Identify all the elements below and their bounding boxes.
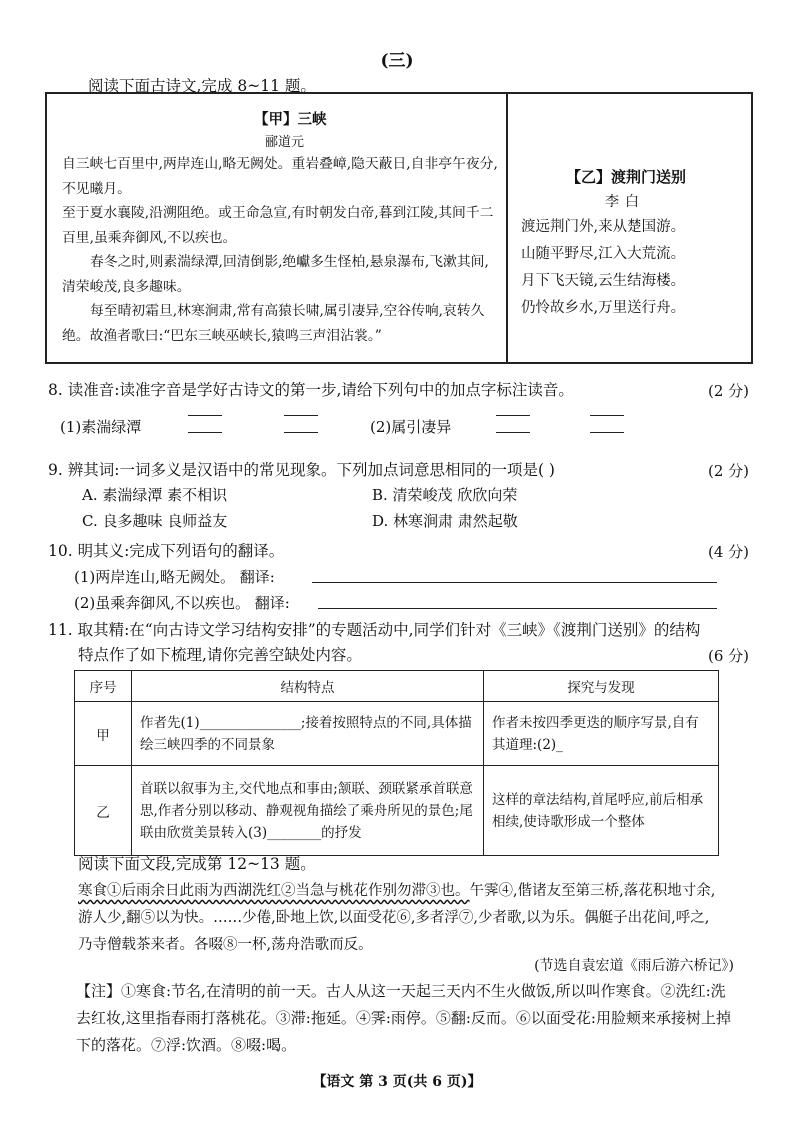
table-cell-finding[interactable]: 作者未按四季更迭的顺序写景,自有其道理:(2)_ [484, 702, 719, 766]
jia-prose [62, 152, 498, 348]
answer-blank[interactable] [284, 432, 318, 433]
option-b[interactable]: B. 清荣峻茂 欣欣向荣 [372, 486, 518, 504]
question-11-score: (6 分) [707, 647, 749, 665]
yi-author: 李白 [605, 194, 645, 210]
table-header: 结构特点 [132, 671, 484, 702]
question-9-score: (2 分) [707, 462, 749, 480]
jia-paragraph: 每至晴初霜旦,林寒涧肃,常有高猿长啸,属引凄异,空谷传响,哀转久绝。故渔者歌曰:“巴东三峡巫峡长,猿鸣三声泪沾裳。” [62, 303, 485, 344]
table-cell-finding: 这样的章法结构,首尾呼应,前后相承相续,使诗歌形成一个整体 [484, 766, 719, 856]
poem-line: 渡远荆门外,来从楚国游。 [521, 219, 686, 235]
yi-poem [521, 214, 685, 322]
structure-table [74, 670, 719, 856]
option-d[interactable]: D. 林寒涧肃 肃然起敬 [372, 512, 518, 530]
table-cell-id: 甲 [75, 702, 132, 766]
answer-blank[interactable] [188, 415, 222, 416]
answer-blank[interactable] [590, 415, 624, 416]
answer-blank[interactable] [188, 432, 222, 433]
table-row [75, 702, 719, 766]
question-10-score: (4 分) [707, 543, 749, 561]
question-8-item1: (1)素湍绿潭 [60, 418, 142, 436]
jia-paragraph: 自三峡七百里中,两岸连山,略无阙处。重岩叠嶂,隐天蔽日,自非亭午夜分,不见曦月。 [62, 156, 498, 197]
poem-divider [506, 94, 508, 362]
answer-blank[interactable] [496, 415, 530, 416]
passage-text: 午霁④,偕诸友至第三桥,落花积地寸余,游人少,翻⑤以为快。……少倦,卧地上饮,以面受花⑥,多者浮⑦,少者歌,以为乐。偶艇子出花间,呼之,乃寺僧载茶来者。各啜⑧一杯,荡舟浩歌而反。 [78, 883, 716, 953]
question-8-score: (2 分) [707, 382, 749, 400]
question-11-line2: 特点作了如下梳理,请你完善空缺处内容。 [78, 646, 362, 664]
answer-line[interactable] [312, 582, 717, 583]
passage-source: (节选自袁宏道《雨后游六桥记》) [534, 958, 734, 974]
jia-title: 【甲】三峡 [254, 111, 327, 128]
poem-line: 月下飞天镜,云生结海楼。 [521, 273, 686, 289]
wavy-underlined-sentence: 寒食①后雨余日此雨为西湖洗红②当急与桃花作别勿滞③也。 [78, 883, 470, 899]
annotation-notes: 【注】①寒食:节名,在清明的前一天。古人从这一天起三天内不生火做饭,所以叫作寒食。②洗红:洗去红妆,这里指春雨打落桃花。③滞:拖延。④霁:雨停。⑤翻:反而。⑥以面受花:用脸颊来承接树上掉下的落花。⑦浮:饮酒。⑧啜:喝。 [76, 982, 731, 1054]
jia-paragraph: 春冬之时,则素湍绿潭,回清倒影,绝巘多生怪柏,悬泉瀑布,飞漱其间,清荣峻茂,良多趣味。 [62, 254, 489, 295]
jia-paragraph: 至于夏水襄陵,沿溯阻绝。或王命急宣,有时朝发白帝,暮到江陵,其间千二百里,虽乘奔御风,不以疾也。 [62, 205, 494, 246]
poem-box [45, 92, 753, 364]
question-10-item1: (1)两岸连山,略无阙处。 翻译: [74, 568, 275, 586]
section-title: (三) [380, 51, 414, 71]
table-header-row [75, 671, 719, 702]
answer-line[interactable] [318, 608, 717, 609]
classical-passage [78, 878, 718, 959]
answer-blank[interactable] [284, 415, 318, 416]
answer-blank[interactable] [590, 432, 624, 433]
question-10: 10. 明其义:完成下列语句的翻译。 [48, 542, 285, 560]
question-9: 9. 辨其词:一词多义是汉语中的常见现象。下列加点词意思相同的一项是( ) [48, 461, 555, 479]
table-cell-structure[interactable]: 首联以叙事为主,交代地点和事由;颔联、颈联紧承首联意思,作者分别以移动、静观视角描绘了乘舟所见的景色;尾联由欣赏美景转入(3)________的抒发 [132, 766, 484, 856]
poem-line: 仍怜故乡水,万里送行舟。 [521, 300, 686, 316]
table-cell-structure[interactable]: 作者先(1)_______________;接着按照特点的不同,具体描绘三峡四季的不同景象 [132, 702, 484, 766]
table-header: 探究与发现 [484, 671, 719, 702]
option-c[interactable]: C. 良多趣味 良师益友 [82, 512, 228, 530]
passage-intro: 阅读下面文段,完成第 12~13 题。 [78, 855, 316, 873]
poem-line: 山随平野尽,江入大荒流。 [521, 246, 686, 262]
table-row [75, 766, 719, 856]
table-header: 序号 [75, 671, 132, 702]
question-10-item2: (2)虽乘奔御风,不以疾也。 翻译: [74, 594, 290, 612]
yi-title: 【乙】渡荆门送别 [566, 168, 687, 186]
answer-blank[interactable] [496, 432, 530, 433]
question-8-item2: (2)属引凄异 [370, 418, 452, 436]
question-8: 8. 读准音:读准字音是学好古诗文的第一步,请给下列句中的加点字标注读音。 [48, 381, 574, 399]
page-footer: 【语文 第 3 页(共 6 页)】 [312, 1074, 482, 1090]
table-cell-id: 乙 [75, 766, 132, 856]
question-11-line1: 11. 取其精:在“向古诗文学习结构安排”的专题活动中,同学们针对《三峡》《渡荆门送别》的结构 [48, 621, 701, 639]
reading-intro: 阅读下面古诗文,完成 8~11 题。 [88, 77, 316, 95]
option-a[interactable]: A. 素湍绿潭 素不相识 [82, 486, 228, 504]
jia-author: 郦道元 [265, 135, 305, 150]
